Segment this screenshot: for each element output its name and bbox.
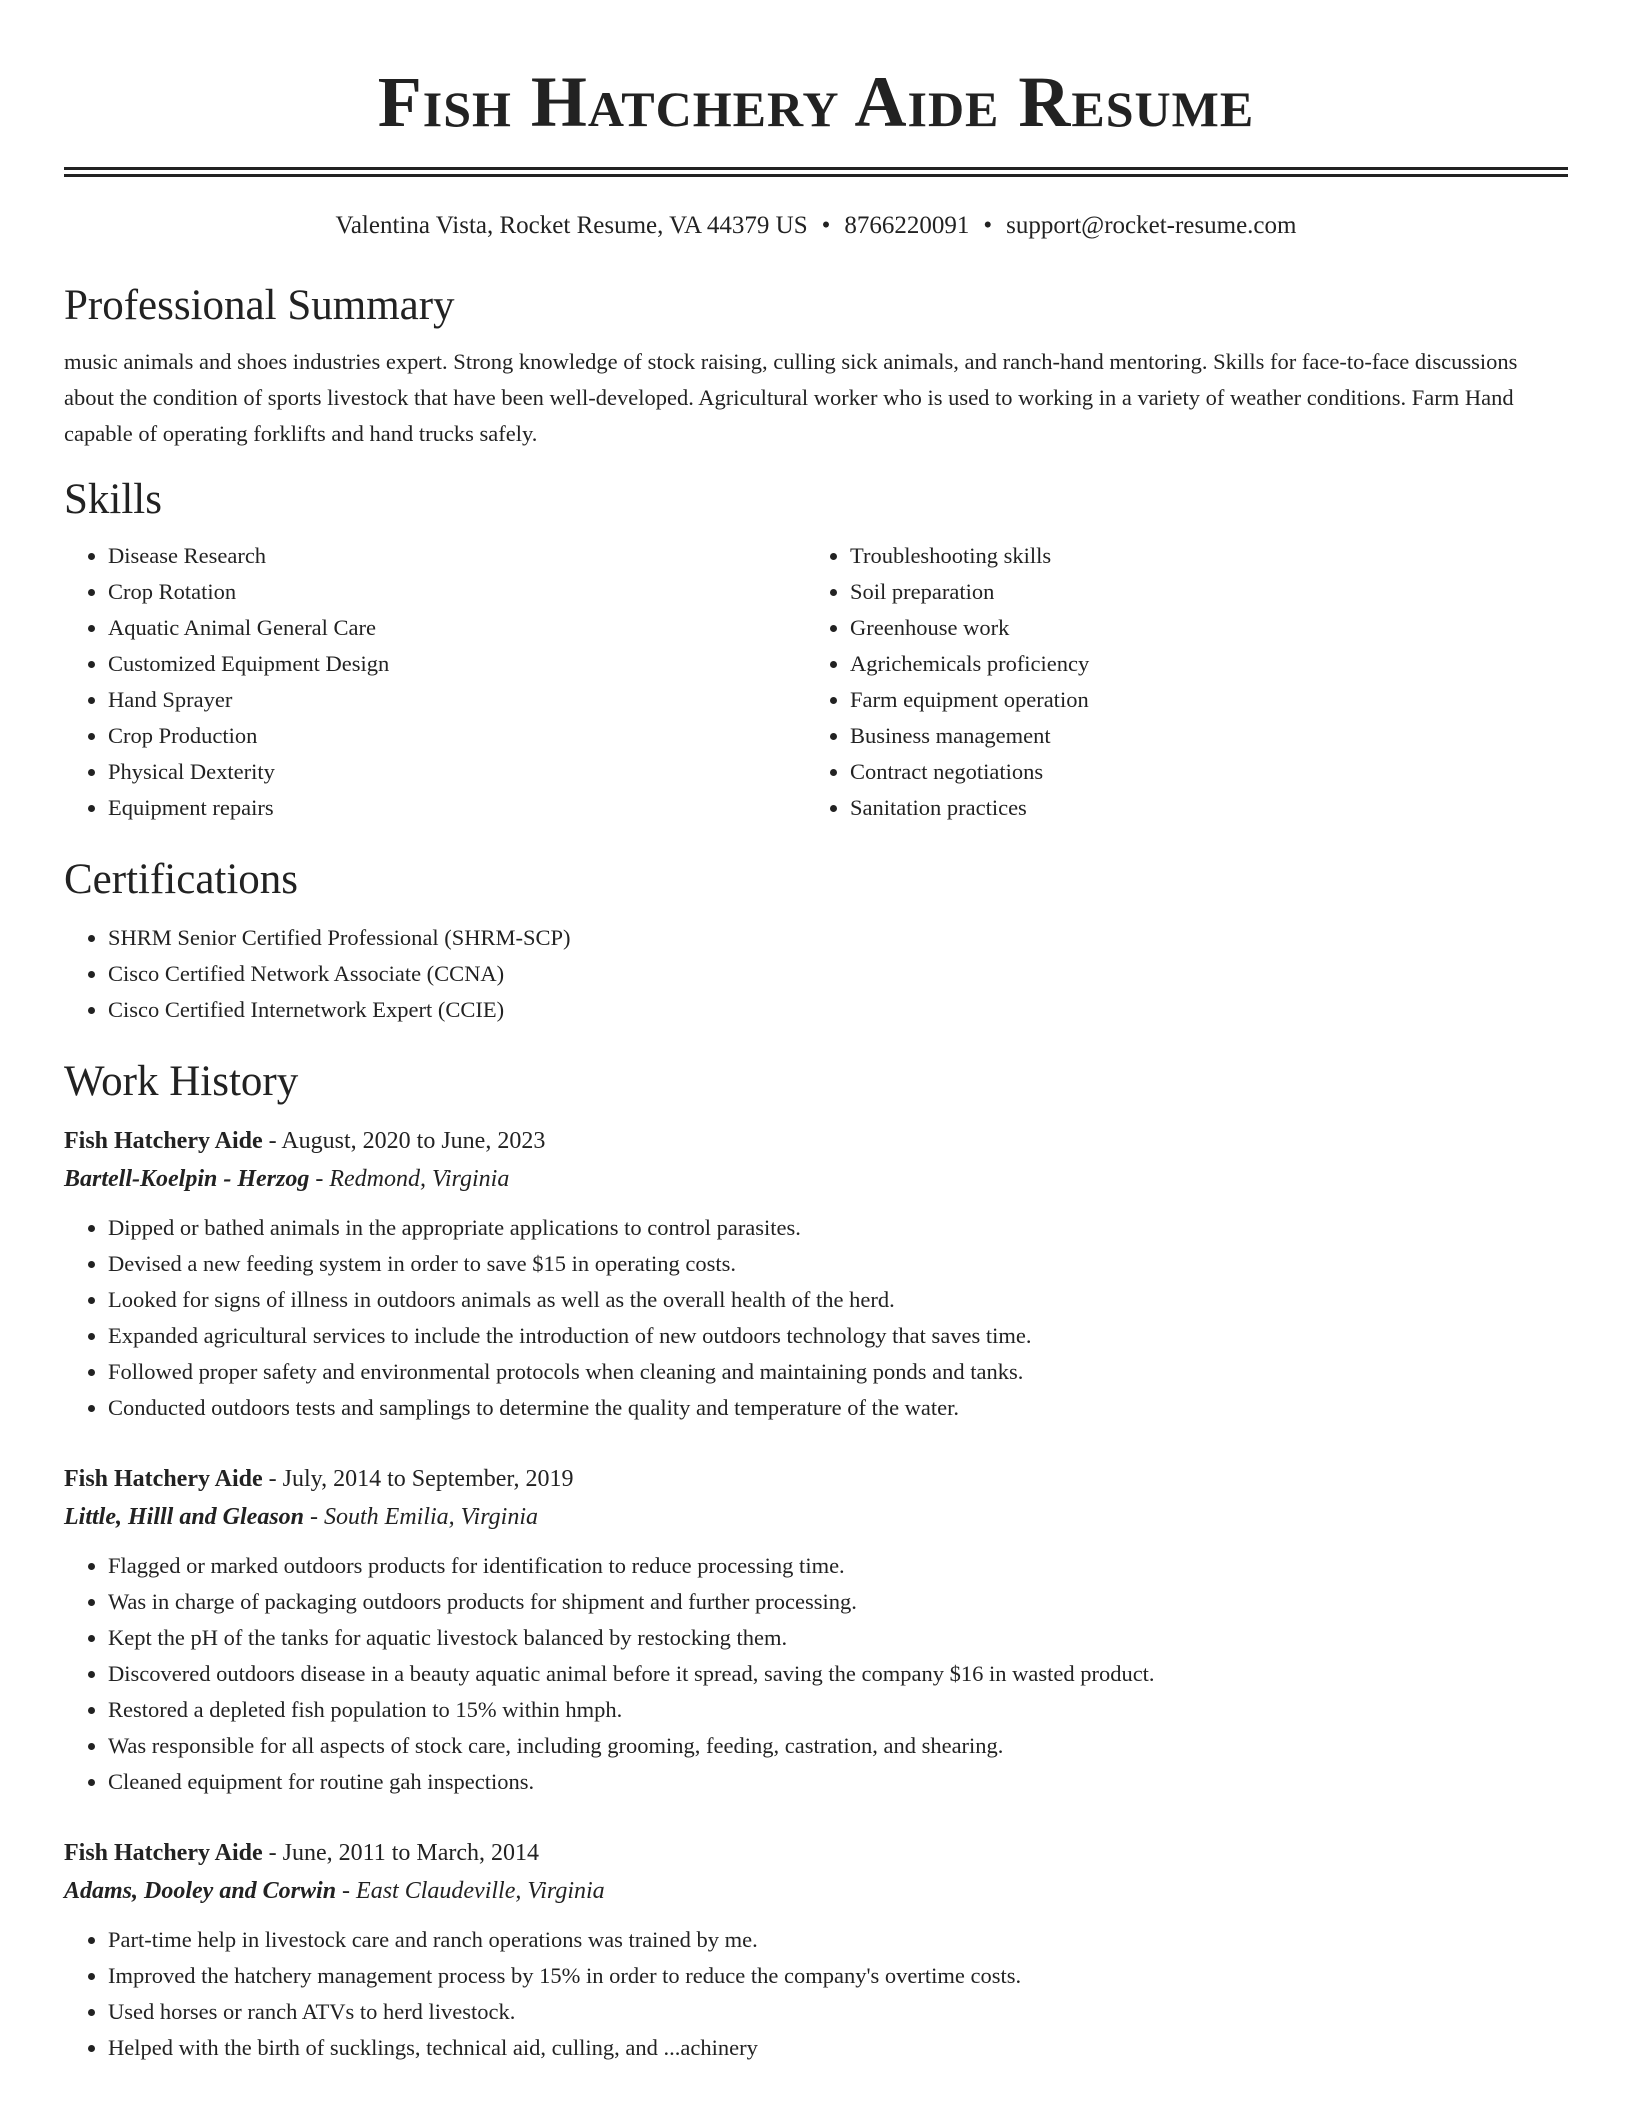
title-double-rule: [64, 167, 1568, 177]
job-employer-line: [64, 1160, 1568, 1198]
contact-address: Valentina Vista, Rocket Resume, VA 44379 US: [335, 212, 808, 239]
skill-item: • Business management: [850, 718, 1548, 754]
job-company: Adams, Dooley and Corwin: [64, 1878, 337, 1904]
skill-item: • Customized Equipment Design: [108, 646, 806, 682]
job-duties-list: [64, 1548, 1568, 1800]
job-duties-list: [64, 1922, 1568, 2066]
job-location: - East Claudeville, Virginia: [336, 1878, 605, 1904]
job-duty: • Flagged or marked outdoors products for identification to reduce processing time.: [108, 1548, 1568, 1584]
skill-item: • Crop Rotation: [108, 574, 806, 610]
job-duty: • Kept the pH of the tanks for aquatic livestock balanced by restocking them.: [108, 1620, 1568, 1656]
contact-email: support@rocket-resume.com: [1006, 212, 1297, 239]
skill-item: • Hand Sprayer: [108, 682, 806, 718]
job-duty: • Used horses or ranch ATVs to herd livestock.: [108, 1994, 1568, 2030]
work-history-heading: Work History: [64, 1058, 299, 1105]
skills-heading: Skills: [64, 476, 162, 523]
contact-separator: •: [821, 212, 831, 239]
job-dates: - June, 2011 to March, 2014: [262, 1840, 540, 1866]
job-duty: • Improved the hatchery management process by 15% in order to reduce the company's overtime costs.: [108, 1958, 1568, 1994]
skill-item: • Troubleshooting skills: [850, 538, 1548, 574]
job-duty: • Expanded agricultural services to include the introduction of new outdoors technology that saves time.: [108, 1318, 1568, 1354]
job-location: - Redmond, Virginia: [309, 1166, 510, 1192]
job-duty: • Restored a depleted fish population to 15% within hmph.: [108, 1692, 1568, 1728]
contact-separator: •: [983, 212, 993, 239]
job-duty: • Dipped or bathed animals in the appropriate applications to control parasites.: [108, 1210, 1568, 1246]
job-duty: • Helped with the birth of sucklings, technical aid, culling, and ...achinery: [108, 2030, 1568, 2066]
skill-item: • Sanitation practices: [850, 790, 1548, 826]
resume-title: Fish Hatchery Aide Resume: [377, 62, 1255, 142]
skill-item: • Agrichemicals proficiency: [850, 646, 1548, 682]
job-entry: [64, 1122, 1568, 1426]
certifications-heading: Certifications: [64, 856, 299, 903]
job-duty: • Devised a new feeding system in order to save $15 in operating costs.: [108, 1246, 1568, 1282]
job-duty: • Discovered outdoors disease in a beauty aquatic animal before it spread, saving the company $16 in wasted product.: [108, 1656, 1568, 1692]
job-dates: - August, 2020 to June, 2023: [262, 1128, 546, 1154]
job-employer-line: [64, 1872, 1568, 1910]
job-entry: [64, 1460, 1568, 1800]
job-duty: • Part-time help in livestock care and ranch operations was trained by me.: [108, 1922, 1568, 1958]
job-company: Bartell-Koelpin - Herzog: [64, 1166, 310, 1192]
job-company: Little, Hilll and Gleason: [64, 1504, 305, 1530]
job-duty: • Cleaned equipment for routine gah inspections.: [108, 1764, 1568, 1800]
job-role: Fish Hatchery Aide: [64, 1840, 263, 1866]
job-employer-line: [64, 1498, 1568, 1536]
certifications-list: [64, 920, 1568, 1028]
job-dates: - July, 2014 to September, 2019: [262, 1466, 574, 1492]
skill-item: • Crop Production: [108, 718, 806, 754]
skill-item: • Contract negotiations: [850, 754, 1548, 790]
certification-item: • SHRM Senior Certified Professional (SHRM-SCP): [108, 920, 1568, 956]
job-duty: • Was responsible for all aspects of stock care, including grooming, feeding, castration, and shearing.: [108, 1728, 1568, 1764]
summary-text: music animals and shoes industries expert. Strong knowledge of stock raising, culling sick animals, and ranch-hand mentoring. Skills for face-to-face discussions about the condition of sports livestock that have been well-developed. Agricultural worker who is used to working in a variety of weather conditions. Farm Hand capable of operating forklifts and hand trucks safely.: [64, 349, 1518, 446]
job-duty: • Was in charge of packaging outdoors products for shipment and further processing.: [108, 1584, 1568, 1620]
skill-item: • Soil preparation: [850, 574, 1548, 610]
skills-column-left: [64, 538, 806, 826]
summary-heading: Professional Summary: [64, 282, 455, 329]
skills-grid: [64, 538, 1568, 826]
job-role: Fish Hatchery Aide: [64, 1466, 263, 1492]
skills-column-right: [806, 538, 1548, 826]
job-heading: [64, 1460, 1568, 1498]
contact-phone: 8766220091: [844, 212, 970, 239]
job-duties-list: [64, 1210, 1568, 1426]
job-duty: • Looked for signs of illness in outdoors animals as well as the overall health of the herd.: [108, 1282, 1568, 1318]
skill-item: • Physical Dexterity: [108, 754, 806, 790]
job-entry: [64, 1834, 1568, 2066]
skill-item: • Aquatic Animal General Care: [108, 610, 806, 646]
skill-item: • Equipment repairs: [108, 790, 806, 826]
job-heading: [64, 1834, 1568, 1872]
skill-item: • Farm equipment operation: [850, 682, 1548, 718]
resume-page: [64, 0, 1568, 2066]
contact-line: [64, 210, 1568, 242]
job-duty: • Conducted outdoors tests and samplings to determine the quality and temperature of the water.: [108, 1390, 1568, 1426]
job-heading: [64, 1122, 1568, 1160]
skill-item: • Disease Research: [108, 538, 806, 574]
certification-item: • Cisco Certified Network Associate (CCNA): [108, 956, 1568, 992]
certification-item: • Cisco Certified Internetwork Expert (CCIE): [108, 992, 1568, 1028]
job-location: - South Emilia, Virginia: [304, 1504, 539, 1530]
job-duty: • Followed proper safety and environmental protocols when cleaning and maintaining ponds and tanks.: [108, 1354, 1568, 1390]
skill-item: • Greenhouse work: [850, 610, 1548, 646]
job-role: Fish Hatchery Aide: [64, 1128, 263, 1154]
